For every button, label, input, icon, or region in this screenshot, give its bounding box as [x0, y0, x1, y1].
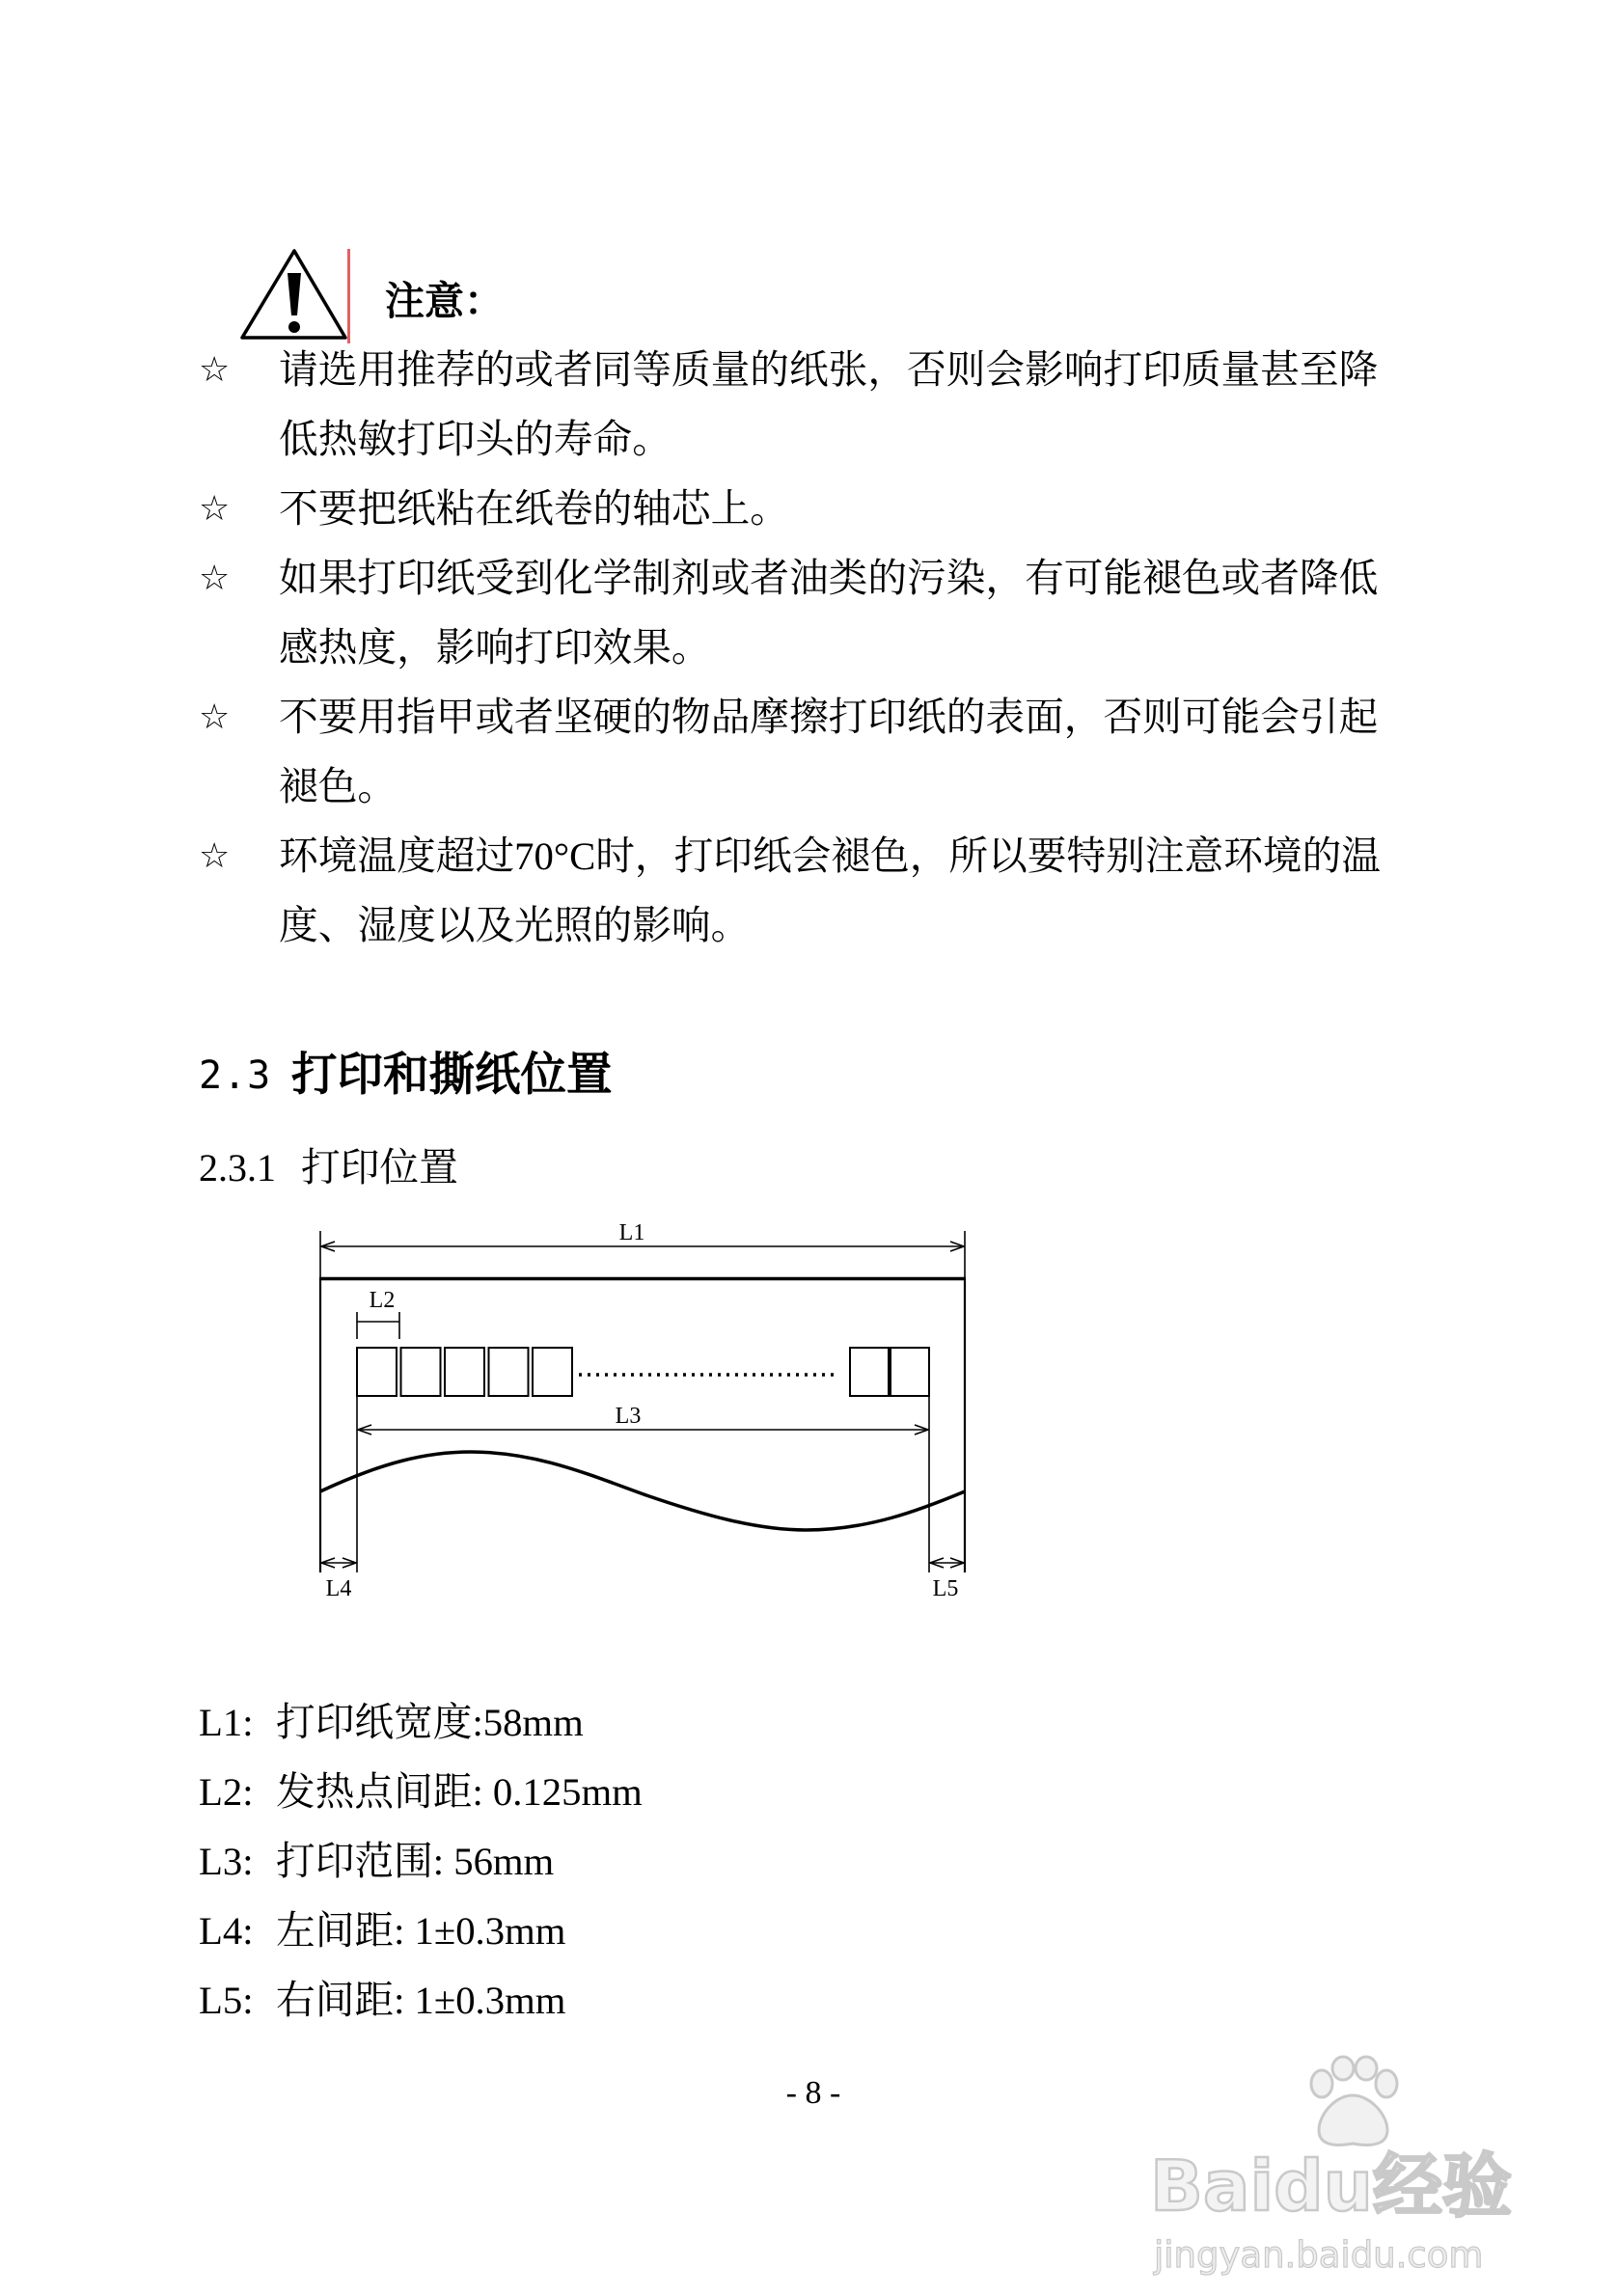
- heating-dot-box: [401, 1348, 441, 1396]
- text-line: 不要用指甲或者坚硬的物品摩擦打印纸的表面，否则可能会引起: [279, 696, 1379, 739]
- star-bullet-icon: ☆: [199, 697, 231, 737]
- paper-torn-edge: [320, 1452, 965, 1530]
- spec-row: [199, 1688, 1067, 1758]
- spec-value: 打印纸宽度:58mm: [276, 1701, 584, 1744]
- star-bullet-icon: ☆: [199, 489, 231, 529]
- subsection-number: 2.3.1: [199, 1146, 276, 1189]
- l5-label: L5: [932, 1576, 959, 1601]
- caution-item: [199, 822, 1472, 961]
- spec-value: 打印范围: 56mm: [276, 1840, 555, 1883]
- caution-item-text: [279, 683, 1378, 822]
- text-line: 请选用推荐的或者同等质量的纸张，否则会影响打印质量甚至降: [279, 348, 1379, 392]
- heating-dot-box: [489, 1348, 529, 1396]
- caution-divider: [347, 249, 350, 343]
- spec-key: L1:: [199, 1701, 254, 1744]
- caution-item: [199, 475, 1472, 544]
- heating-dot-box: [891, 1348, 929, 1396]
- heating-dot-box: [850, 1348, 889, 1396]
- section-number: 2.3: [199, 1053, 272, 1098]
- text-line: 感热度，影响打印效果。: [279, 626, 711, 670]
- paw-toe: [1356, 2057, 1377, 2080]
- l1-label: L1: [618, 1220, 645, 1245]
- spec-key: L4:: [199, 1909, 254, 1953]
- spec-value: 右间距: 1±0.3mm: [276, 1979, 566, 2022]
- watermark-url: jingyan.baidu.com: [1154, 2234, 1484, 2276]
- text-line: 度、湿度以及光照的影响。: [279, 904, 751, 947]
- spec-row: [199, 1897, 1067, 1966]
- spec-key: L5:: [199, 1979, 254, 2022]
- caution-item: [199, 544, 1472, 683]
- heating-dot-box: [445, 1348, 484, 1396]
- text-line: 如果打印纸受到化学制剂或者油类的污染，有可能褪色或者降低: [279, 557, 1379, 600]
- spec-key: L3:: [199, 1840, 254, 1883]
- watermark-brand: Baidu经验: [1150, 2146, 1512, 2227]
- section-title: 打印和撕纸位置: [291, 1049, 613, 1102]
- spec-value: 发热点间距: 0.125mm: [276, 1770, 643, 1814]
- spec-row: [199, 1827, 1067, 1897]
- paw-icon: [1293, 2055, 1413, 2151]
- caution-item: [199, 336, 1472, 475]
- caution-item: [199, 683, 1472, 822]
- text-line: 褪色。: [279, 765, 397, 808]
- paw-toe: [1376, 2070, 1397, 2097]
- spec-row: [199, 1966, 1067, 2036]
- star-bullet-icon: ☆: [199, 836, 231, 876]
- text-line: 环境温度超过70°C时，打印纸会褪色，所以要特别注意环境的温: [279, 834, 1381, 878]
- text-line: 不要把纸粘在纸卷的轴芯上。: [279, 487, 789, 531]
- print-position-diagram: [299, 1206, 994, 1611]
- caution-list: [199, 336, 1472, 961]
- paw-pad: [1319, 2095, 1387, 2145]
- l4-label: L4: [325, 1576, 352, 1601]
- star-bullet-icon: ☆: [199, 559, 231, 598]
- subsection-title: 打印位置: [301, 1146, 458, 1189]
- paw-toe: [1332, 2057, 1354, 2080]
- caution-item-text: [279, 822, 1381, 961]
- caution-item-text: [279, 475, 789, 544]
- heating-dot-box: [357, 1348, 397, 1396]
- heating-dot-box: [533, 1348, 572, 1396]
- warning-triangle-icon: [237, 246, 353, 342]
- l2-label: L2: [369, 1288, 396, 1313]
- text-line: 低热敏打印头的寿命。: [279, 418, 671, 461]
- l3-label: L3: [615, 1404, 642, 1429]
- paw-toe: [1311, 2070, 1332, 2097]
- caution-item-text: [279, 544, 1378, 683]
- spec-key: L2:: [199, 1770, 254, 1814]
- caution-title: 注意：: [385, 278, 504, 324]
- spec-list: [199, 1688, 1067, 2036]
- page-number: - 8 -: [785, 2075, 841, 2111]
- spec-value: 左间距: 1±0.3mm: [276, 1909, 566, 1953]
- star-bullet-icon: ☆: [199, 350, 231, 390]
- caution-item-text: [279, 336, 1378, 475]
- spec-row: [199, 1758, 1067, 1827]
- exclamation-dot: [288, 321, 300, 333]
